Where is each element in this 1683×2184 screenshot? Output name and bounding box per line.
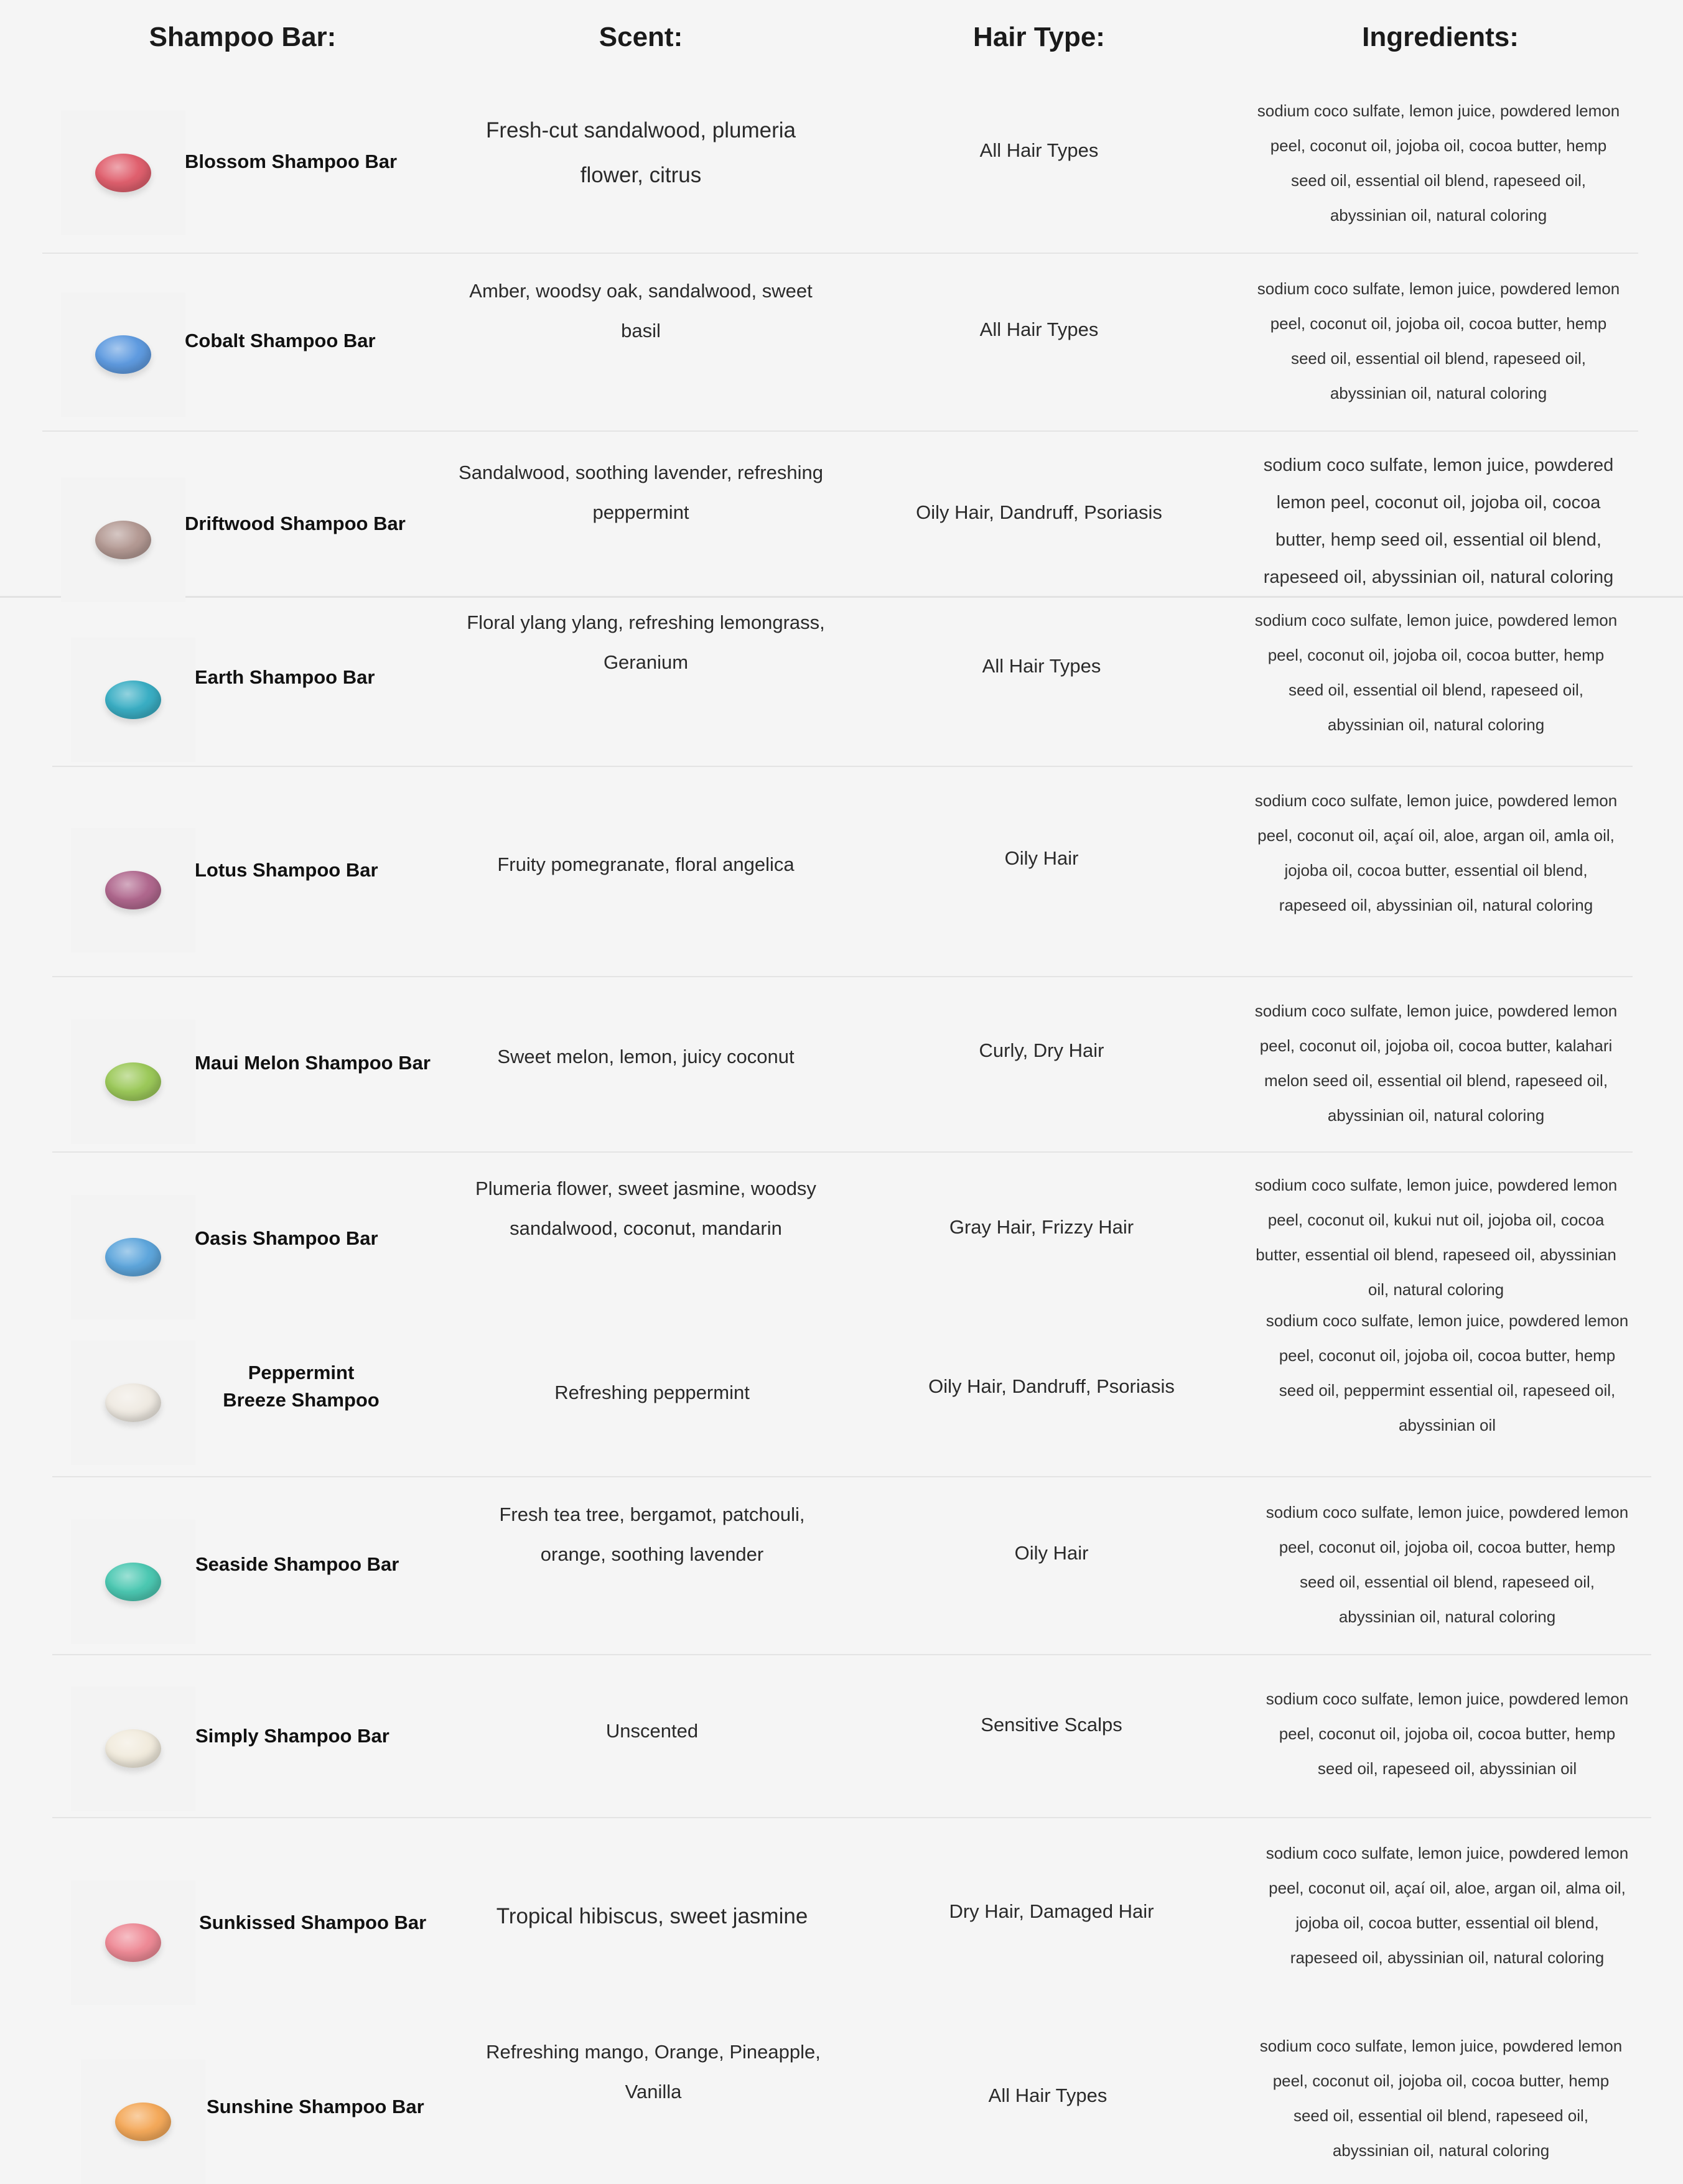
shampoo-bar-image — [105, 1729, 161, 1768]
product-hair-type: Oily Hair — [1014, 1542, 1089, 1564]
table-row — [42, 430, 1638, 596]
product-image — [61, 478, 185, 602]
product-hair-type: Sensitive Scalps — [981, 1714, 1122, 1736]
product-scent: Refreshing mango, Orange, Pineapple, Vanilla — [486, 2041, 821, 2103]
table-row — [42, 75, 1638, 254]
product-image — [71, 1520, 195, 1644]
product-scent: Sandalwood, soothing lavender, refreshing peppermint — [459, 462, 823, 523]
product-name: Peppermint Breeze Shampoo — [223, 1362, 380, 1411]
product-scent: Tropical hibiscus, sweet jasmine — [496, 1904, 808, 1928]
product-scent: Fresh tea tree, bergamot, patchouli, orange, soothing lavender — [499, 1503, 805, 1565]
product-ingredients: sodium coco sulfate, lemon juice, powdered lemon peel, coconut oil, jojoba oil, cocoa butter, hemp seed oil, peppermint essential oil, rapeseed oil, abyssinian oil — [1266, 1311, 1629, 1434]
product-name: Sunshine Shampoo Bar — [207, 2096, 424, 2117]
product-hair-type: Curly, Dry Hair — [979, 1039, 1104, 1061]
product-name: Blossom Shampoo Bar — [185, 151, 398, 172]
header-shampoo-bar: Shampoo Bar: — [149, 22, 337, 52]
product-image — [61, 292, 185, 417]
shampoo-bar-image — [95, 521, 151, 559]
product-scent: Fruity pomegranate, floral angelica — [497, 853, 795, 875]
product-hair-type: Gray Hair, Frizzy Hair — [949, 1216, 1134, 1238]
table-row — [52, 1817, 1651, 2010]
product-name: Lotus Shampoo Bar — [195, 859, 378, 881]
shampoo-bar-image — [105, 1923, 161, 1962]
header-ingredients: Ingredients: — [1362, 22, 1519, 52]
header-hair-type: Hair Type: — [973, 22, 1105, 52]
table-row — [52, 766, 1633, 977]
shampoo-bar-image — [105, 1062, 161, 1101]
shampoo-bar-image — [105, 1238, 161, 1276]
product-name: Earth Shampoo Bar — [195, 666, 375, 688]
table-header — [0, 0, 1683, 75]
product-image — [81, 2060, 205, 2184]
product-image — [71, 1686, 195, 1811]
product-name: Driftwood Shampoo Bar — [185, 513, 406, 534]
table-row — [52, 1654, 1651, 1818]
product-hair-type: All Hair Types — [982, 655, 1101, 677]
product-name: Seaside Shampoo Bar — [195, 1553, 399, 1575]
product-scent: Amber, woodsy oak, sandalwood, sweet basil — [469, 280, 813, 342]
product-hair-type: All Hair Types — [988, 2084, 1107, 2106]
product-hair-type: All Hair Types — [979, 318, 1099, 340]
product-name: Sunkissed Shampoo Bar — [199, 1912, 427, 1933]
product-image — [71, 1880, 195, 2005]
product-ingredients: sodium coco sulfate, lemon juice, powdered lemon peel, coconut oil, jojoba oil, cocoa butter, hemp seed oil, essential oil blend, rapeseed oil, abyssinian oil, natural coloring — [1266, 1503, 1629, 1626]
table-row — [52, 2010, 1651, 2177]
product-name: Oasis Shampoo Bar — [195, 1227, 378, 1249]
shampoo-bar-image — [105, 681, 161, 719]
product-ingredients: sodium coco sulfate, lemon juice, powdered lemon peel, coconut oil, jojoba oil, cocoa butter, hemp seed oil, essential oil blend, rapeseed oil, abyssinian oil, natural coloring — [1257, 279, 1620, 402]
table-row — [52, 976, 1633, 1153]
product-ingredients: sodium coco sulfate, lemon juice, powdered lemon peel, coconut oil, kukui nut oil, jojoba oil, cocoa butter, essential oil blend, rapeseed oil, abyssinian oil, natural coloring — [1254, 1176, 1618, 1299]
shampoo-bar-image — [105, 871, 161, 909]
table-row — [52, 1151, 1633, 1303]
product-ingredients: sodium coco sulfate, lemon juice, powdered lemon peel, coconut oil, jojoba oil, cocoa butter, hemp seed oil, essential oil blend, rapeseed oil, abyssinian oil, natural coloring — [1257, 101, 1620, 225]
product-name: Maui Melon Shampoo Bar — [195, 1052, 431, 1074]
product-ingredients: sodium coco sulfate, lemon juice, powdered lemon peel, coconut oil, jojoba oil, cocoa butter, hemp seed oil, essential oil blend, rapeseed oil, abyssinian oil, natural coloring — [1259, 2037, 1623, 2160]
product-image — [71, 1195, 195, 1319]
product-ingredients: sodium coco sulfate, lemon juice, powdered lemon peel, coconut oil, jojoba oil, cocoa butter, hemp seed oil, essential oil blend, rapeseed oil, abyssinian oil, natural coloring — [1254, 611, 1618, 734]
product-name: Cobalt Shampoo Bar — [185, 330, 376, 351]
product-scent: Unscented — [605, 1720, 699, 1742]
shampoo-bar-image — [105, 1383, 161, 1422]
product-scent: Sweet melon, lemon, juicy coconut — [497, 1046, 795, 1067]
shampoo-bar-image — [115, 2103, 171, 2141]
product-image — [71, 1020, 195, 1144]
product-image — [71, 638, 195, 762]
shampoo-bar-image — [95, 154, 151, 192]
product-name: Simply Shampoo Bar — [195, 1725, 389, 1747]
product-hair-type: Oily Hair, Dandruff, Psoriasis — [916, 501, 1162, 523]
product-image — [71, 828, 195, 952]
product-scent: Refreshing peppermint — [554, 1382, 750, 1403]
table-row — [52, 1476, 1651, 1655]
shampoo-bar-image — [105, 1563, 161, 1601]
table-row — [52, 598, 1633, 767]
product-hair-type: All Hair Types — [979, 139, 1099, 161]
header-scent: Scent: — [599, 22, 683, 52]
product-hair-type: Oily Hair, Dandruff, Psoriasis — [928, 1375, 1175, 1397]
product-ingredients: sodium coco sulfate, lemon juice, powdered lemon peel, coconut oil, açaí oil, aloe, argan oil, alma oil, jojoba oil, cocoa butter, essential oil blend, rapeseed oil, abyssinian oil, natural coloring — [1266, 1844, 1629, 1967]
product-ingredients: sodium coco sulfate, lemon juice, powdered lemon peel, coconut oil, açaí oil, aloe, argan oil, amla oil, jojoba oil, cocoa butter, essential oil blend, rapeseed oil, abyssinian oil, natural coloring — [1254, 791, 1618, 914]
table-row — [52, 1303, 1651, 1477]
product-image — [61, 111, 185, 235]
product-scent: Floral ylang ylang, refreshing lemongrass, Geranium — [467, 611, 825, 673]
product-ingredients: sodium coco sulfate, lemon juice, powdered lemon peel, coconut oil, jojoba oil, cocoa butter, kalahari melon seed oil, essential oil blend, rapeseed oil, abyssinian oil, natural coloring — [1254, 1001, 1618, 1125]
shampoo-bar-image — [95, 335, 151, 374]
product-scent: Plumeria flower, sweet jasmine, woodsy sandalwood, coconut, mandarin — [475, 1178, 816, 1239]
product-hair-type: Dry Hair, Damaged Hair — [949, 1900, 1154, 1922]
product-scent: Fresh-cut sandalwood, plumeria flower, citrus — [485, 118, 796, 187]
product-hair-type: Oily Hair — [1004, 847, 1079, 869]
product-ingredients: sodium coco sulfate, lemon juice, powdered lemon peel, coconut oil, jojoba oil, cocoa butter, hemp seed oil, essential oil blend, rapeseed oil, abyssinian oil, natural coloring — [1263, 455, 1614, 587]
product-ingredients: sodium coco sulfate, lemon juice, powdered lemon peel, coconut oil, jojoba oil, cocoa butter, hemp seed oil, rapeseed oil, abyssinian oil — [1266, 1689, 1629, 1778]
table-row — [42, 253, 1638, 432]
product-image — [71, 1341, 195, 1465]
